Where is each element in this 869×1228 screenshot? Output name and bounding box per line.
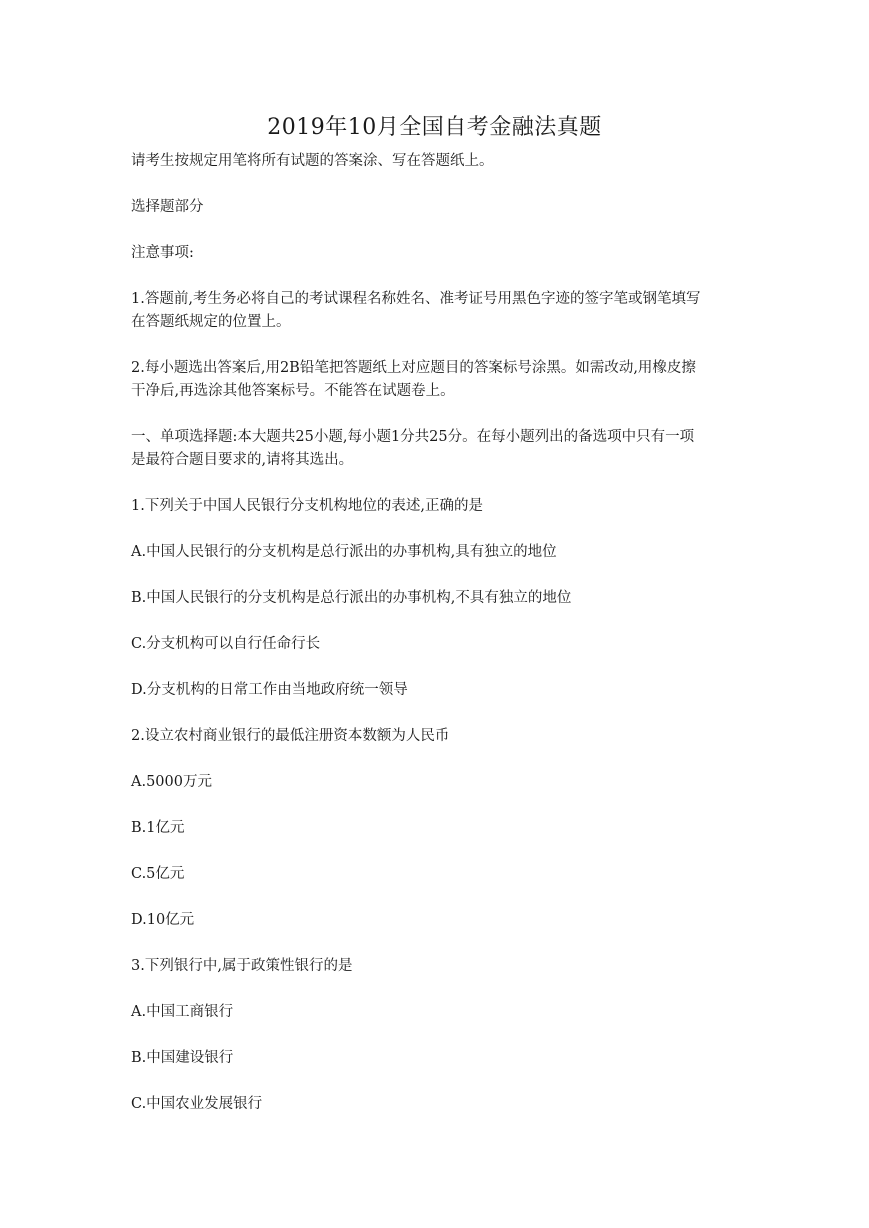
question-1-option-c: C.分支机构可以自行任命行长 — [131, 636, 321, 652]
part-one-line-2: 是最符合题目要求的,请将其选出。 — [131, 452, 354, 468]
part-one-line-1: 一、单项选择题:本大题共25小题,每小题1分共25分。在每小题列出的备选项中只有一项 — [131, 429, 695, 445]
question-1-option-b: B.中国人民银行的分支机构是总行派出的办事机构,不具有独立的地位 — [131, 590, 572, 606]
note-2-line-2: 干净后,再选涂其他答案标号。不能答在试题卷上。 — [131, 383, 455, 399]
question-3-option-c: C.中国农业发展银行 — [131, 1096, 263, 1112]
section-heading: 选择题部分 — [131, 199, 204, 215]
question-2-option-d: D.10亿元 — [131, 912, 195, 928]
question-1: 1.下列关于中国人民银行分支机构地位的表述,正确的是 — [131, 498, 483, 514]
question-3-option-b: B.中国建设银行 — [131, 1050, 234, 1066]
question-2-option-a: A.5000万元 — [131, 774, 212, 790]
question-1-option-d: D.分支机构的日常工作由当地政府统一领导 — [131, 682, 408, 698]
note-2-line-1: 2.每小题选出答案后,用2B铅笔把答题纸上对应题目的答案标号涂黑。如需改动,用橡皮擦 — [131, 360, 696, 376]
question-2: 2.设立农村商业银行的最低注册资本数额为人民币 — [131, 728, 450, 744]
question-3-option-a: A.中国工商银行 — [131, 1004, 234, 1020]
question-1-option-a: A.中国人民银行的分支机构是总行派出的办事机构,具有独立的地位 — [131, 544, 557, 560]
question-3: 3.下列银行中,属于政策性银行的是 — [131, 958, 353, 974]
question-2-option-b: B.1亿元 — [131, 820, 185, 836]
question-2-option-c: C.5亿元 — [131, 866, 185, 882]
document-title: 2019年10月全国自考金融法真题 — [267, 115, 602, 140]
note-1-line-1: 1.答题前,考生务必将自己的考试课程名称姓名、准考证号用黑色字迹的签字笔或钢笔填写 — [131, 291, 701, 307]
notes-heading: 注意事项: — [131, 245, 194, 261]
note-1-line-2: 在答题纸规定的位置上。 — [131, 314, 291, 330]
instruction-line: 请考生按规定用笔将所有试题的答案涂、写在答题纸上。 — [131, 153, 494, 169]
